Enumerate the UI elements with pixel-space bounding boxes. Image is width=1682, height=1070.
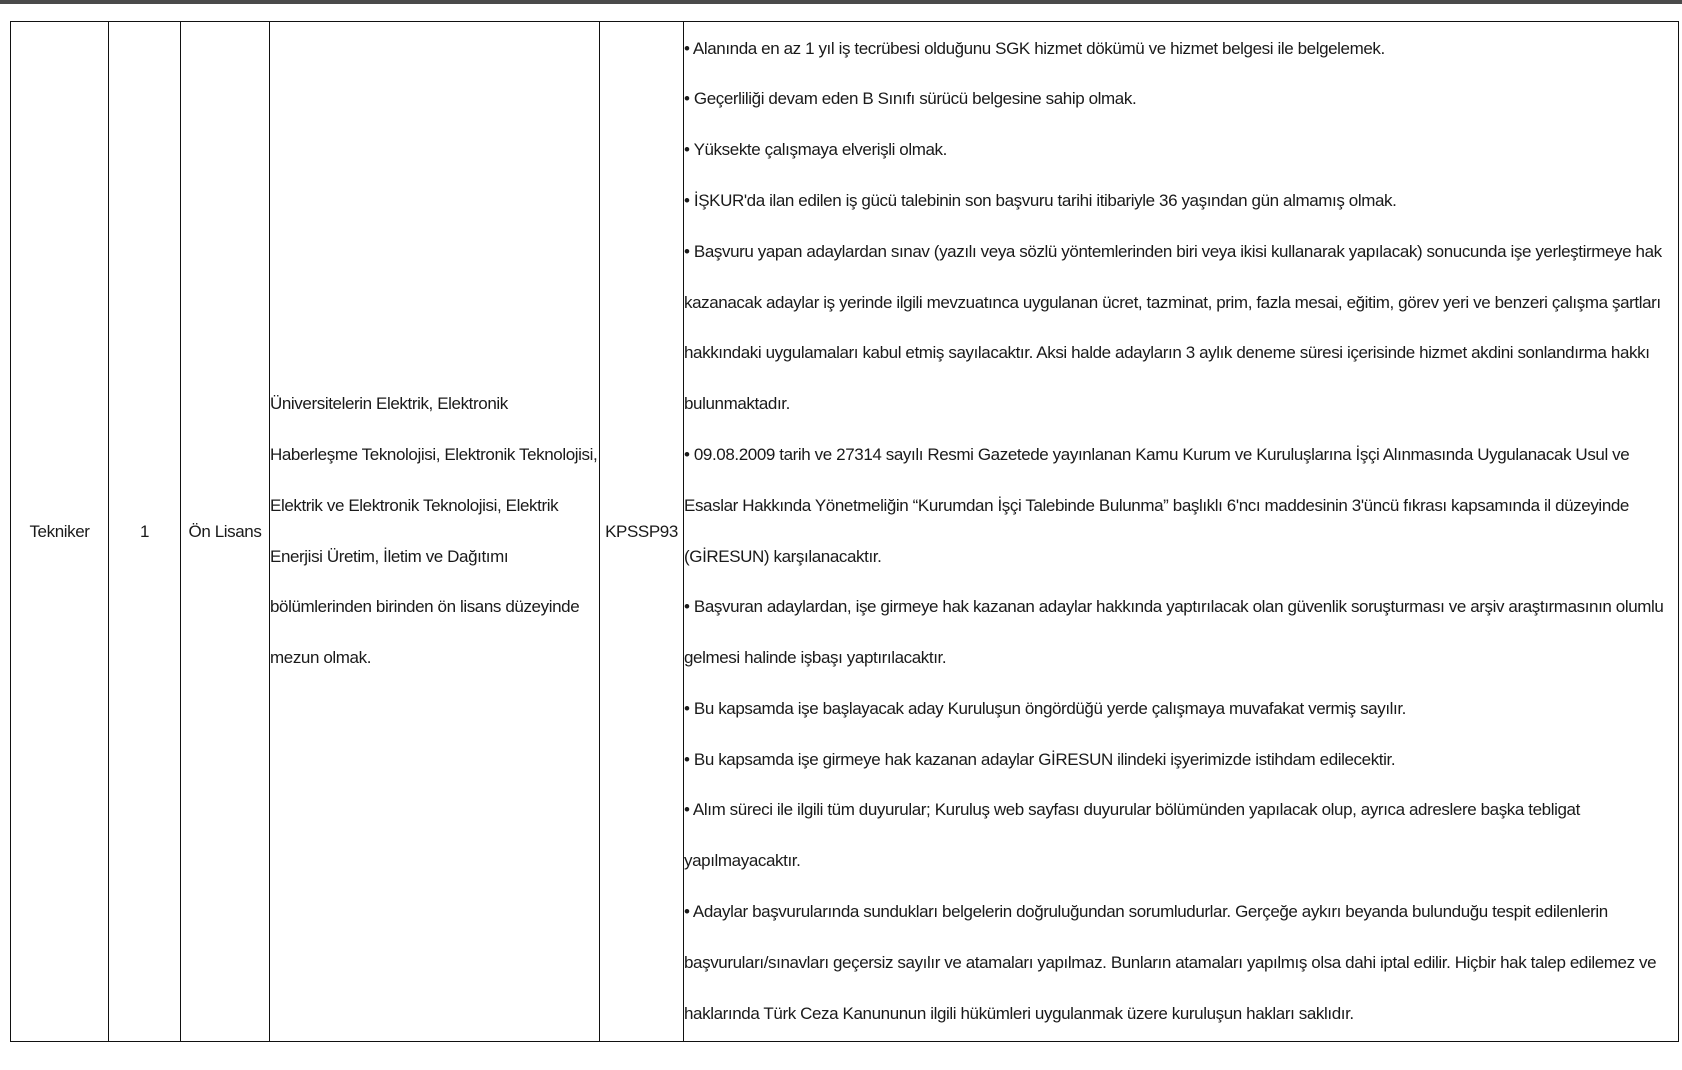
condition-item: • Alanında en az 1 yıl iş tecrübesi olduğunu SGK hizmet dökümü ve hizmet belgesi ile belgelemek. — [684, 38, 1385, 58]
exam-score-type-cell: KPSSP93 — [600, 22, 684, 1042]
condition-item: • Geçerliliği devam eden B Sınıfı sürücü belgesine sahip olmak. — [684, 89, 1137, 109]
education-level-cell: Ön Lisans — [181, 22, 270, 1042]
conditions-cell — [684, 22, 1679, 1042]
top-divider-bar — [0, 0, 1682, 4]
condition-item: • Bu kapsamda işe başlayacak aday Kuruluşun öngördüğü yerde çalışmaya muvafakat vermiş sayılır. — [684, 698, 1407, 718]
condition-item: • Alım süreci ile ilgili tüm duyurular; Kuruluş web sayfası duyurular bölümünden yapılacak olup, ayrıca adreslere başka tebligat yapılmayacaktır. — [684, 800, 1580, 871]
condition-item: • Bu kapsamda işe girmeye hak kazanan adaylar GİRESUN ilindeki işyerimizde istihdam edilecektir. — [684, 749, 1396, 769]
condition-item: • Yüksekte çalışmaya elverişli olmak. — [684, 140, 947, 160]
position-title-cell: Tekniker — [11, 22, 109, 1042]
condition-item: • Başvuru yapan adaylardan sınav (yazılı veya sözlü yöntemlerinden biri veya ikisi kullanarak yapılacak) sonucunda işe yerleştirmeye hak kazanacak adaylar iş yerinde ilgili mevzuatınca uygulanan ücret, tazminat, prim, fazla mesai, eğitim, görev yeri ve benzeri çalışma şartları hakkındaki uygulamaları kabul etmiş sayılacaktır. Aksi halde adayların 3 aylık deneme süresi içerisinde hizmet akdini sonlandırma hakkı bulunmaktadır. — [684, 241, 1662, 414]
condition-item: • İŞKUR'da ilan edilen iş gücü talebinin son başvuru tarihi itibariyle 36 yaşından gün almamış olmak. — [684, 190, 1397, 210]
condition-item: • Başvuran adaylardan, işe girmeye hak kazanan adaylar hakkında yaptırılacak olan güvenlik soruşturması ve arşiv araştırmasının olumlu gelmesi halinde işbaşı yaptırılacaktır. — [684, 597, 1664, 668]
condition-item: • 09.08.2009 tarih ve 27314 sayılı Resmi Gazetede yayınlanan Kamu Kurum ve Kuruluşlarına İşçi Alınmasında Uygulanacak Usul ve Esaslar Hakkında Yönetmeliğin “Kurumdan İşçi Talebinde Bulunma” başlıklı 6'ncı maddesinin 3'üncü fıkrası kapsamında il düzeyinde (GİRESUN) karşılanacaktır. — [684, 444, 1630, 566]
table-row — [11, 22, 1679, 1042]
position-count-cell: 1 — [109, 22, 181, 1042]
condition-item: • Adaylar başvurularında sundukları belgelerin doğruluğundan sorumludurlar. Gerçeğe aykırı beyanda bulunduğu tespit edilenlerin başvuruları/sınavları geçersiz sayılır ve atamaları yapılmaz. Bunların atamaları yapılmış olsa dahi iptal edilir. Hiçbir hak talep edilemez ve haklarında Türk Ceza Kanununun ilgili hükümleri uygulanmak üzere kuruluşun hakları saklıdır. — [684, 902, 1657, 1023]
job-listing-table — [10, 21, 1679, 1042]
education-requirement-cell: Üniversitelerin Elektrik, Elektronik Haberleşme Teknolojisi, Elektronik Teknolojisi, Elektrik ve Elektronik Teknolojisi, Elektrik Enerjisi Üretim, İletim ve Dağıtımı bölümlerinden birinden ön lisans düzeyinde mezun olmak. — [270, 22, 600, 1042]
